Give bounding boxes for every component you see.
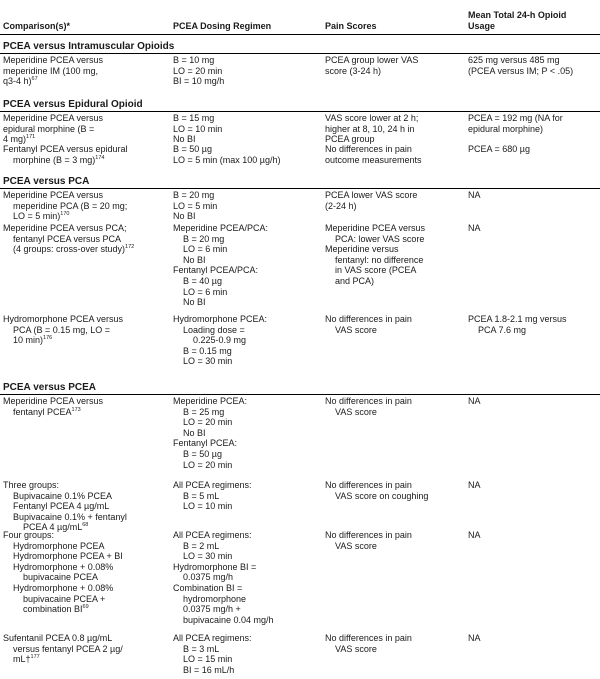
cell-text: Bupivacaine 0.1% PCEA: [13, 490, 113, 501]
cell-line: [173, 113, 323, 124]
cell-line: [468, 223, 598, 234]
cell-text: No differences in pain: [325, 530, 412, 540]
cell-text: (4 groups: cross-over study): [13, 244, 126, 255]
cell-text: PCEA 4 µg/mL: [23, 522, 83, 533]
cell-line: [468, 325, 598, 336]
cell-line: [173, 234, 323, 245]
comparison-cell: [3, 190, 163, 222]
cell-text: PCEA lower VAS score: [325, 190, 418, 200]
cell-text: B = 10 mg: [173, 55, 215, 65]
cell-line: [3, 491, 163, 502]
comparison-cell: [3, 530, 163, 615]
reference-superscript: 172: [125, 244, 135, 251]
opioid-usage-cell: [468, 480, 598, 491]
cell-line: [173, 223, 323, 234]
cell-text: Hydromorphone PCEA versus: [3, 314, 124, 324]
cell-text: meperidine PCA (B = 20 mg;: [13, 200, 128, 211]
cell-line: [325, 66, 465, 77]
cell-line: [3, 244, 163, 255]
cell-text: BI = 16 mL/h: [183, 664, 235, 675]
cell-text: PCEA = 680 µg: [468, 144, 530, 154]
opioid-usage-cell: [468, 113, 598, 134]
cell-line: [3, 512, 163, 523]
cell-line: [3, 325, 163, 336]
cell-text: and PCA): [335, 275, 375, 286]
cell-text: B = 50 µg: [173, 144, 212, 154]
cell-text: Meperidine PCEA versus: [3, 55, 104, 65]
cell-text: B = 20 mg: [183, 233, 225, 244]
cell-line: [3, 501, 163, 512]
cell-line: [468, 480, 598, 491]
cell-text: VAS score: [335, 643, 377, 654]
cell-line: [325, 396, 465, 407]
cell-text: Meperidine PCEA versus: [3, 113, 104, 123]
cell-text: Combination BI =: [173, 582, 243, 593]
pain-score-cell: [325, 190, 465, 211]
cell-text: NA: [468, 190, 481, 200]
cell-text: LO = 20 min: [173, 65, 223, 76]
cell-text: epidural morphine (B =: [3, 123, 95, 134]
cell-line: [173, 201, 323, 212]
pain-score-cell: [325, 396, 465, 417]
cell-text: LO = 5 min: [173, 200, 218, 211]
cell-line: [3, 211, 163, 222]
reference-superscript: 173: [71, 406, 81, 413]
cell-text: score (3-24 h): [325, 65, 382, 76]
cell-line: [325, 265, 465, 276]
cell-line: [468, 144, 598, 155]
cell-line: [173, 255, 323, 266]
cell-text: Fentanyl PCEA:: [173, 438, 238, 449]
cell-text: mL†: [13, 654, 31, 665]
cell-line: [173, 396, 323, 407]
cell-line: [173, 155, 323, 166]
cell-text: hydromorphone: [183, 593, 247, 604]
cell-text: Fentanyl PCEA/PCA:: [173, 265, 259, 276]
cell-text: No differences in pain: [325, 144, 412, 154]
comparison-cell: [3, 55, 163, 87]
cell-text: (PCEA versus IM; P < .05): [468, 65, 574, 76]
cell-text: LO = 30 min: [183, 356, 233, 367]
reference-superscript: 67: [31, 76, 38, 83]
cell-line: [468, 113, 598, 124]
cell-text: Hydromorphone PCEA + BI: [13, 551, 123, 562]
section-title: PCEA versus PCA: [3, 176, 90, 187]
cell-text: LO = 10 min: [183, 501, 233, 512]
cell-text: VAS score: [335, 324, 377, 335]
cell-text: PCA 7.6 mg: [478, 324, 527, 335]
regimen-cell: [173, 396, 323, 470]
cell-line: [173, 438, 323, 449]
cell-line: [3, 407, 163, 418]
header-comparisons: Comparison(s)*: [3, 21, 71, 31]
cell-text: Meperidine PCEA:: [173, 396, 248, 406]
cell-text: PCA (B = 0.15 mg, LO =: [13, 324, 111, 335]
cell-text: 10 min): [13, 335, 44, 346]
cell-text: All PCEA regimens:: [173, 530, 252, 540]
cell-text: Bupivacaine 0.1% + fentanyl: [13, 511, 127, 522]
cell-line: [173, 615, 323, 626]
cell-line: [325, 223, 465, 234]
header-regimen: PCEA Dosing Regimen: [173, 21, 272, 31]
pain-score-cell: [325, 113, 465, 145]
opioid-usage-cell: [468, 144, 598, 155]
regimen-cell: [173, 113, 323, 145]
cell-text: bupivacaine 0.04 mg/h: [183, 614, 274, 625]
cell-text: All PCEA regimens:: [173, 633, 252, 643]
cell-text: outcome measurements: [325, 154, 422, 165]
cell-text: NA: [468, 223, 481, 233]
cell-text: PCEA = 192 mg (NA for: [468, 113, 563, 123]
cell-text: epidural morphine): [468, 123, 544, 134]
cell-text: fentanyl PCEA versus PCA: [13, 233, 122, 244]
pain-score-cell: [325, 314, 465, 335]
reference-superscript: 174: [95, 154, 105, 161]
cell-text: No BI: [173, 211, 196, 222]
comparison-cell: [3, 144, 163, 165]
cell-text: B = 0.15 mg: [183, 345, 232, 356]
cell-text: B = 25 mg: [183, 406, 225, 417]
reference-superscript: 69: [82, 604, 89, 611]
cell-line: [173, 265, 323, 276]
regimen-cell: [173, 633, 323, 675]
cell-text: combination BI: [23, 604, 83, 615]
cell-text: NA: [468, 480, 481, 490]
pain-score-cell: [325, 530, 465, 551]
cell-line: [173, 604, 323, 615]
cell-line: [325, 530, 465, 541]
cell-text: q3-4 h): [3, 76, 32, 87]
cell-line: [3, 66, 163, 77]
cell-line: [173, 583, 323, 594]
cell-line: [325, 113, 465, 124]
pain-score-cell: [325, 480, 465, 501]
cell-text: LO = 10 min: [173, 123, 223, 134]
cell-line: [173, 76, 323, 87]
cell-line: [3, 644, 163, 655]
cell-text: LO = 20 min: [183, 417, 233, 428]
cell-text: Fentanyl PCEA versus epidural: [3, 144, 128, 154]
cell-text: All PCEA regimens:: [173, 480, 252, 490]
cell-line: [173, 55, 323, 66]
cell-line: [468, 124, 598, 135]
cell-text: Meperidine PCEA versus: [3, 396, 104, 406]
cell-text: higher at 8, 10, 24 h in: [325, 123, 415, 134]
cell-text: Hydromorphone + 0.08%: [13, 561, 114, 572]
cell-line: [3, 530, 163, 541]
cell-line: [468, 314, 598, 325]
cell-text: Meperidine PCEA/PCA:: [173, 223, 269, 233]
cell-line: [468, 66, 598, 77]
cell-text: No differences in pain: [325, 480, 412, 490]
cell-text: Hydromorphone PCEA:: [173, 314, 268, 324]
reference-superscript: 176: [43, 335, 53, 342]
cell-text: Three groups:: [3, 480, 60, 490]
cell-line: [325, 201, 465, 212]
cell-text: Meperidine PCEA versus PCA;: [3, 223, 127, 233]
cell-line: [3, 314, 163, 325]
cell-line: [3, 144, 163, 155]
cell-line: [3, 113, 163, 124]
cell-text: 0.0375 mg/h: [183, 572, 234, 583]
cell-text: No BI: [183, 297, 206, 308]
cell-line: [173, 190, 323, 201]
cell-text: 625 mg versus 485 mg: [468, 55, 560, 65]
section-header: [0, 174, 600, 189]
cell-line: [173, 644, 323, 655]
opioid-usage-cell: [468, 223, 598, 234]
cell-text: Meperidine PCEA versus: [325, 223, 426, 233]
cell-line: [468, 530, 598, 541]
cell-text: LO = 15 min: [183, 654, 233, 665]
cell-line: [173, 276, 323, 287]
cell-text: 0.225-0.9 mg: [193, 335, 247, 346]
cell-line: [325, 314, 465, 325]
cell-line: [173, 594, 323, 605]
regimen-cell: [173, 144, 323, 165]
cell-text: PCA: lower VAS score: [335, 233, 425, 244]
cell-line: [173, 665, 323, 676]
cell-text: NA: [468, 396, 481, 406]
cell-text: LO = 30 min: [183, 551, 233, 562]
cell-line: [3, 541, 163, 552]
section-header: [0, 39, 600, 54]
cell-line: [3, 201, 163, 212]
cell-text: 4 mg): [3, 134, 27, 145]
regimen-cell: [173, 55, 323, 87]
cell-line: [325, 633, 465, 644]
reference-superscript: 170: [60, 211, 70, 218]
cell-line: [173, 501, 323, 512]
cell-text: Hydromorphone BI =: [173, 561, 257, 572]
reference-superscript: 68: [82, 522, 89, 529]
cell-text: Meperidine versus: [325, 244, 399, 255]
cell-line: [173, 530, 323, 541]
cell-line: [468, 633, 598, 644]
comparison-cell: [3, 113, 163, 145]
cell-line: [3, 55, 163, 66]
cell-line: [3, 190, 163, 201]
cell-line: [3, 594, 163, 605]
cell-line: [3, 572, 163, 583]
cell-line: [3, 124, 163, 135]
cell-line: [325, 190, 465, 201]
cell-text: B = 50 µg: [183, 448, 222, 459]
cell-line: [3, 633, 163, 644]
cell-line: [173, 335, 323, 346]
header-pain-scores: Pain Scores: [325, 21, 377, 31]
cell-line: [173, 314, 323, 325]
cell-line: [325, 144, 465, 155]
cell-line: [173, 144, 323, 155]
cell-line: [173, 356, 323, 367]
cell-line: [173, 297, 323, 308]
section-title: PCEA versus Intramuscular Opioids: [3, 41, 175, 52]
cell-line: [325, 491, 465, 502]
cell-line: [173, 244, 323, 255]
cell-text: PCEA group lower VAS: [325, 55, 419, 65]
cell-text: B = 15 mg: [173, 113, 215, 123]
cell-line: [173, 211, 323, 222]
cell-line: [173, 480, 323, 491]
cell-line: [3, 335, 163, 346]
cell-text: B = 40 µg: [183, 275, 222, 286]
opioid-usage-cell: [468, 530, 598, 541]
cell-line: [325, 407, 465, 418]
cell-text: meperidine IM (100 mg,: [3, 65, 99, 76]
cell-text: No differences in pain: [325, 396, 412, 406]
cell-text: PCEA group: [325, 134, 375, 145]
opioid-usage-cell: [468, 190, 598, 201]
cell-line: [325, 480, 465, 491]
cell-text: NA: [468, 633, 481, 643]
pain-score-cell: [325, 633, 465, 654]
comparison-cell: [3, 223, 163, 255]
opioid-usage-cell: [468, 633, 598, 644]
cell-line: [173, 124, 323, 135]
cell-line: [173, 346, 323, 357]
cell-text: Meperidine PCEA versus: [3, 190, 104, 200]
cell-line: [325, 644, 465, 655]
cell-line: [173, 654, 323, 665]
cell-line: [173, 572, 323, 583]
regimen-cell: [173, 223, 323, 308]
comparison-cell: [3, 480, 163, 533]
cell-text: No BI: [173, 134, 196, 145]
cell-text: VAS score: [335, 540, 377, 551]
cell-text: Hydromorphone + 0.08%: [13, 582, 114, 593]
cell-line: [173, 449, 323, 460]
cell-text: B = 20 mg: [173, 190, 215, 200]
comparison-cell: [3, 396, 163, 417]
cell-text: fentanyl PCEA: [13, 406, 72, 417]
opioid-usage-cell: [468, 314, 598, 335]
pain-score-cell: [325, 144, 465, 165]
cell-line: [325, 155, 465, 166]
cell-line: [3, 583, 163, 594]
comparison-cell: [3, 633, 163, 665]
section-title: PCEA versus Epidural Opioid: [3, 99, 143, 110]
cell-text: LO = 6 min: [183, 286, 228, 297]
cell-line: [3, 562, 163, 573]
cell-text: LO = 6 min: [183, 244, 228, 255]
cell-text: No BI: [183, 427, 206, 438]
cell-line: [173, 428, 323, 439]
cell-text: bupivacaine PCEA +: [23, 593, 106, 604]
pain-score-cell: [325, 223, 465, 287]
cell-text: No differences in pain: [325, 633, 412, 643]
cell-line: [173, 287, 323, 298]
opioid-usage-cell: [468, 55, 598, 76]
cell-text: Sufentanil PCEA 0.8 µg/mL: [3, 633, 113, 643]
cell-line: [173, 541, 323, 552]
cell-text: Hydromorphone PCEA: [13, 540, 105, 551]
cell-text: BI = 10 mg/h: [173, 76, 225, 87]
cell-text: VAS score lower at 2 h;: [325, 113, 419, 123]
cell-line: [173, 407, 323, 418]
cell-line: [325, 124, 465, 135]
cell-line: [173, 325, 323, 336]
comparison-cell: [3, 314, 163, 346]
cell-line: [173, 66, 323, 77]
cell-text: LO = 5 min): [13, 211, 61, 222]
cell-text: (2-24 h): [325, 200, 357, 211]
reference-superscript: 171: [26, 134, 36, 141]
cell-line: [3, 654, 163, 665]
cell-line: [3, 155, 163, 166]
cell-line: [468, 55, 598, 66]
cell-text: B = 3 mL: [183, 643, 220, 654]
cell-text: No BI: [183, 254, 206, 265]
cell-text: Fentanyl PCEA 4 µg/mL: [13, 501, 110, 512]
cell-text: B = 5 mL: [183, 490, 220, 501]
section-header: [0, 97, 600, 112]
pain-score-cell: [325, 55, 465, 76]
cell-line: [3, 223, 163, 234]
cell-text: morphine (B = 3 mg): [13, 154, 96, 165]
reference-superscript: 177: [30, 654, 40, 661]
cell-line: [325, 234, 465, 245]
header-opioid-usage: Mean Total 24-h Opioid Usage: [468, 10, 567, 31]
cell-line: [3, 604, 163, 615]
cell-text: fentanyl: no difference: [335, 254, 424, 265]
cell-line: [173, 633, 323, 644]
cell-line: [173, 417, 323, 428]
cell-line: [173, 551, 323, 562]
opioid-usage-cell: [468, 396, 598, 407]
cell-text: NA: [468, 530, 481, 540]
cell-line: [325, 244, 465, 255]
cell-text: VAS score: [335, 406, 377, 417]
cell-line: [173, 460, 323, 471]
cell-text: Loading dose =: [183, 324, 245, 335]
cell-line: [325, 55, 465, 66]
cell-line: [325, 255, 465, 266]
regimen-cell: [173, 190, 323, 222]
cell-text: 0.0375 mg/h +: [183, 604, 241, 615]
table-header: [0, 4, 600, 35]
regimen-cell: [173, 480, 323, 512]
cell-text: No differences in pain: [325, 314, 412, 324]
cell-line: [3, 396, 163, 407]
cell-text: in VAS score (PCEA: [335, 265, 417, 276]
cell-line: [325, 276, 465, 287]
cell-line: [3, 234, 163, 245]
cell-text: Four groups:: [3, 530, 55, 540]
cell-text: B = 2 mL: [183, 540, 220, 551]
section-title: PCEA versus PCEA: [3, 382, 96, 393]
cell-line: [325, 325, 465, 336]
cell-line: [468, 190, 598, 201]
cell-text: PCEA 1.8-2.1 mg versus: [468, 314, 567, 324]
cell-line: [468, 396, 598, 407]
cell-text: bupivacaine PCEA: [23, 572, 99, 583]
regimen-cell: [173, 314, 323, 367]
cell-line: [3, 76, 163, 87]
regimen-cell: [173, 530, 323, 625]
cell-line: [173, 491, 323, 502]
cell-line: [3, 480, 163, 491]
section-header: [0, 380, 600, 395]
cell-text: LO = 20 min: [183, 459, 233, 470]
cell-line: [173, 562, 323, 573]
cell-line: [3, 551, 163, 562]
cell-text: versus fentanyl PCEA 2 µg/: [13, 643, 123, 654]
cell-text: LO = 5 min (max 100 µg/h): [173, 154, 281, 165]
cell-line: [325, 541, 465, 552]
cell-text: VAS score on coughing: [335, 490, 429, 501]
